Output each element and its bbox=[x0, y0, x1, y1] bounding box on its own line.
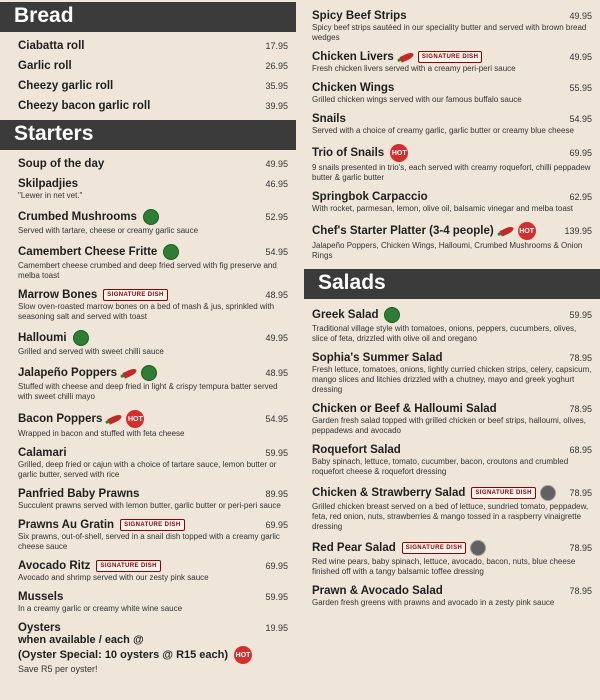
item-price: 59.95 bbox=[265, 448, 288, 458]
item-price: 54.95 bbox=[569, 114, 592, 124]
item-name: Calamari bbox=[18, 447, 67, 459]
section-header-salads: Salads bbox=[304, 269, 600, 299]
menu-item bbox=[0, 488, 296, 511]
menu-item bbox=[304, 307, 600, 344]
item-price: 52.95 bbox=[265, 212, 288, 222]
item-description: Garden fresh salad topped with grilled chicken or beef strips, halloumi, olives, peppadews and avocado bbox=[312, 416, 586, 435]
item-description: Spicy beef strips sautéed in our speciality butter and served with brown bread wedges bbox=[312, 23, 587, 42]
signature-dish-icon: SIGNATURE DISH bbox=[418, 51, 483, 63]
item-price: 54.95 bbox=[265, 414, 288, 424]
vegetarian-icon bbox=[73, 330, 89, 346]
item-description: 9 snails presented in trio's, each served with creamy roquefort, chilli peppadew butter & garlic butter bbox=[312, 163, 591, 182]
menu-item bbox=[0, 244, 296, 281]
item-name: Cheezy garlic roll bbox=[18, 80, 114, 92]
item-description: Baby spinach, lettuce, tomato, cucumber, bacon, croutons and crumbled roquefort cheese & roquefort dressing bbox=[312, 457, 569, 476]
signature-dish-icon: SIGNATURE DISH bbox=[471, 487, 536, 499]
menu-item bbox=[0, 560, 296, 583]
vegetarian-icon bbox=[384, 307, 400, 323]
item-price: 59.95 bbox=[265, 592, 288, 602]
item-name: Ciabatta roll bbox=[18, 40, 85, 52]
item-price: 69.95 bbox=[265, 520, 288, 530]
menu-item bbox=[304, 540, 600, 577]
item-price: 78.95 bbox=[569, 586, 592, 596]
signature-dish-icon: SIGNATURE DISH bbox=[96, 560, 161, 572]
item-price: 54.95 bbox=[265, 247, 288, 257]
item-description: Camembert cheese crumbed and deep fried served with fig preserve and melba toast bbox=[18, 261, 277, 280]
spacer bbox=[304, 0, 600, 10]
item-name: Trio of Snails bbox=[312, 147, 385, 159]
item-name: Snails bbox=[312, 113, 346, 125]
item-price: 48.95 bbox=[265, 290, 288, 300]
menu-item bbox=[304, 403, 600, 436]
left-column bbox=[0, 0, 296, 682]
menu-item bbox=[304, 144, 600, 183]
item-name: Skilpadjies bbox=[18, 178, 79, 190]
signature-dish-icon: SIGNATURE DISH bbox=[103, 289, 168, 301]
chili-icon bbox=[499, 225, 514, 236]
item-name: Garlic roll bbox=[18, 60, 72, 72]
item-description: In a creamy garlic or creamy white wine sauce bbox=[18, 604, 183, 613]
menu-item bbox=[0, 100, 296, 112]
item-name: Crumbed Mushrooms bbox=[18, 211, 137, 223]
chili-icon bbox=[122, 367, 137, 378]
item-price: 68.95 bbox=[569, 445, 592, 455]
item-name: Sophia's Summer Salad bbox=[312, 352, 443, 364]
item-name: Camembert Cheese Fritte bbox=[18, 246, 158, 258]
menu-item bbox=[304, 485, 600, 532]
menu-item bbox=[304, 585, 600, 608]
item-description: Grilled, deep fried or cajun with a choice of tartare sauce, lemon butter or garlic butter, served with rice bbox=[18, 460, 277, 479]
item-description: Fresh chicken livers served with a creamy peri-peri sauce bbox=[312, 64, 516, 73]
item-description: Red wine pears, baby spinach, lettuce, avocado, bacon, nuts, blue cheese finished off with a tangy balsamic toffee dressing bbox=[312, 557, 576, 576]
item-description: With rocket, parmesan, lemon, olive oil, balsamic vinegar and melba toast bbox=[312, 204, 574, 213]
item-description: Grilled chicken breast served on a bed of lettuce, sundried tomato, peppadew, feta, red onion, nuts, strawberries & mango tossed in a raspberry vinaigrette dressing bbox=[312, 502, 589, 531]
item-price: 39.95 bbox=[265, 101, 288, 111]
item-name: Oysters bbox=[18, 622, 61, 634]
special-starburst-icon: HOT bbox=[234, 646, 252, 664]
menu-item bbox=[0, 447, 296, 480]
item-icons bbox=[390, 144, 408, 162]
item-name: Spicy Beef Strips bbox=[312, 10, 407, 22]
menu-item bbox=[0, 209, 296, 236]
item-name: Marrow Bones bbox=[18, 289, 98, 301]
item-price: 19.95 bbox=[265, 623, 288, 633]
item-price: 78.95 bbox=[569, 488, 592, 498]
item-name: Chef's Starter Platter (3-4 people) bbox=[312, 225, 494, 237]
oyster-availability: when available / each @ bbox=[18, 634, 144, 646]
item-icons bbox=[143, 209, 159, 225]
item-description: Served with a choice of creamy garlic, garlic butter or creamy blue cheese bbox=[312, 126, 574, 135]
menu-item bbox=[0, 60, 296, 72]
item-price: 49.95 bbox=[265, 159, 288, 169]
item-name: Cheezy bacon garlic roll bbox=[18, 100, 151, 112]
item-icons bbox=[500, 222, 536, 240]
item-price: 62.95 bbox=[569, 192, 592, 202]
item-name: Halloumi bbox=[18, 332, 67, 344]
item-price: 78.95 bbox=[569, 404, 592, 414]
menu-item bbox=[304, 82, 600, 105]
item-icons bbox=[73, 330, 89, 346]
item-icons bbox=[96, 560, 161, 572]
item-price: 49.95 bbox=[569, 11, 592, 21]
signature-dish-icon: SIGNATURE DISH bbox=[120, 519, 185, 531]
item-name: Greek Salad bbox=[312, 309, 379, 321]
menu-item bbox=[0, 519, 296, 552]
item-icons bbox=[120, 519, 185, 531]
menu-item bbox=[0, 410, 296, 439]
item-name: Soup of the day bbox=[18, 158, 105, 170]
item-icons bbox=[123, 365, 157, 381]
item-icons bbox=[400, 51, 483, 63]
item-name: Bacon Poppers bbox=[18, 413, 103, 425]
menu-item bbox=[0, 158, 296, 170]
item-price: 26.95 bbox=[265, 61, 288, 71]
item-price: 46.95 bbox=[265, 179, 288, 189]
item-description: Avocado and shrimp served with our zesty pink sauce bbox=[18, 573, 209, 582]
chili-icon bbox=[108, 413, 123, 424]
item-price: 69.95 bbox=[569, 148, 592, 158]
menu-item bbox=[0, 178, 296, 201]
item-name: Springbok Carpaccio bbox=[312, 191, 428, 203]
special-icon bbox=[540, 485, 556, 501]
item-icons bbox=[402, 540, 487, 556]
menu-item bbox=[0, 330, 296, 357]
spicy-icon: HOT bbox=[126, 410, 144, 428]
item-price: 139.95 bbox=[564, 226, 592, 236]
menu-item bbox=[304, 113, 600, 136]
section-header-bread: Bread bbox=[0, 2, 296, 32]
item-icons bbox=[163, 244, 179, 260]
item-price: 49.95 bbox=[569, 52, 592, 62]
item-icons bbox=[108, 410, 144, 428]
item-price: 78.95 bbox=[569, 353, 592, 363]
menu-item bbox=[0, 591, 296, 614]
item-price: 59.95 bbox=[569, 310, 592, 320]
item-description: Grilled and served with sweet chilli sauce bbox=[18, 347, 164, 356]
vegetarian-icon bbox=[163, 244, 179, 260]
vegetarian-icon bbox=[141, 365, 157, 381]
item-price: 89.95 bbox=[265, 489, 288, 499]
item-description: Grilled chicken wings served with our famous buffalo sauce bbox=[312, 95, 522, 104]
item-description: Stuffed with cheese and deep fried in light & crispy tempura batter served with sweet chilli mayo bbox=[18, 382, 278, 401]
item-description: "Lewer in net vet." bbox=[18, 191, 83, 200]
item-price: 69.95 bbox=[265, 561, 288, 571]
section-header-starters: Starters bbox=[0, 120, 296, 150]
spicy-icon: HOT bbox=[390, 144, 408, 162]
special-icon bbox=[470, 540, 486, 556]
menu-item bbox=[0, 365, 296, 402]
vegetarian-icon bbox=[143, 209, 159, 225]
item-description: Six prawns, out-of-shell, served in a snail dish topped with a creamy garlic cheese sauce bbox=[18, 532, 280, 551]
menu-item bbox=[304, 191, 600, 214]
item-description: Wrapped in bacon and stuffed with feta cheese bbox=[18, 429, 185, 438]
item-price: 55.95 bbox=[569, 83, 592, 93]
item-description: Traditional village style with tomatoes, onions, peppers, cucumbers, olives, slice of feta, drizzled with olive oil and oregano bbox=[312, 324, 577, 343]
item-price: 49.95 bbox=[265, 333, 288, 343]
item-price: 78.95 bbox=[569, 543, 592, 553]
item-price: 35.95 bbox=[265, 81, 288, 91]
item-price: 48.95 bbox=[265, 368, 288, 378]
menu-item bbox=[304, 222, 600, 261]
item-name: Prawns Au Gratin bbox=[18, 519, 115, 531]
menu-item bbox=[304, 10, 600, 43]
item-name: Mussels bbox=[18, 591, 64, 603]
oyster-special: (Oyster Special: 10 oysters @ R15 each) bbox=[18, 649, 229, 661]
item-icons bbox=[234, 646, 252, 664]
oyster-note: Save R5 per oyster! bbox=[18, 664, 98, 674]
item-description: Garden fresh greens with prawns and avocado in a zesty pink sauce bbox=[312, 598, 555, 607]
item-icons bbox=[103, 289, 168, 301]
item-name: Prawn & Avocado Salad bbox=[312, 585, 443, 597]
signature-dish-icon: SIGNATURE DISH bbox=[402, 542, 467, 554]
menu-item bbox=[304, 444, 600, 477]
menu-item bbox=[304, 352, 600, 395]
spicy-icon: HOT bbox=[518, 222, 536, 240]
item-description: Slow oven-roasted marrow bones on a bed of mash & jus, sprinkled with seasoning salt and served with toast bbox=[18, 302, 275, 321]
menu-item-oysters bbox=[0, 622, 296, 674]
item-description: Succulent prawns served with lemon butter, garlic butter or peri-peri sauce bbox=[18, 501, 281, 510]
item-name: Panfried Baby Prawns bbox=[18, 488, 140, 500]
chili-icon bbox=[399, 51, 414, 62]
right-column bbox=[304, 0, 600, 616]
item-price: 17.95 bbox=[265, 41, 288, 51]
item-description: Jalapeño Poppers, Chicken Wings, Halloumi, Crumbed Mushrooms & Onion Rings bbox=[312, 241, 583, 260]
item-icons bbox=[384, 307, 400, 323]
item-name: Jalapeño Poppers bbox=[18, 367, 118, 379]
item-icons bbox=[471, 485, 556, 501]
menu-item bbox=[0, 40, 296, 52]
menu-item bbox=[0, 80, 296, 92]
item-name: Roquefort Salad bbox=[312, 444, 401, 456]
item-name: Chicken or Beef & Halloumi Salad bbox=[312, 403, 497, 415]
item-name: Chicken & Strawberry Salad bbox=[312, 487, 466, 499]
item-name: Red Pear Salad bbox=[312, 542, 396, 554]
menu-item bbox=[0, 289, 296, 322]
menu-item bbox=[304, 51, 600, 74]
item-description: Fresh lettuce, tomatoes, onions, lightly curried chicken strips, celery, capsicum, mango slices and litchies drizzled with a chutney, mayo and greek yoghurt dressing bbox=[312, 365, 592, 394]
item-description: Served with tartare, cheese or creamy garlic sauce bbox=[18, 226, 199, 235]
item-name: Chicken Livers bbox=[312, 51, 394, 63]
item-name: Avocado Ritz bbox=[18, 560, 91, 572]
item-name: Chicken Wings bbox=[312, 82, 395, 94]
